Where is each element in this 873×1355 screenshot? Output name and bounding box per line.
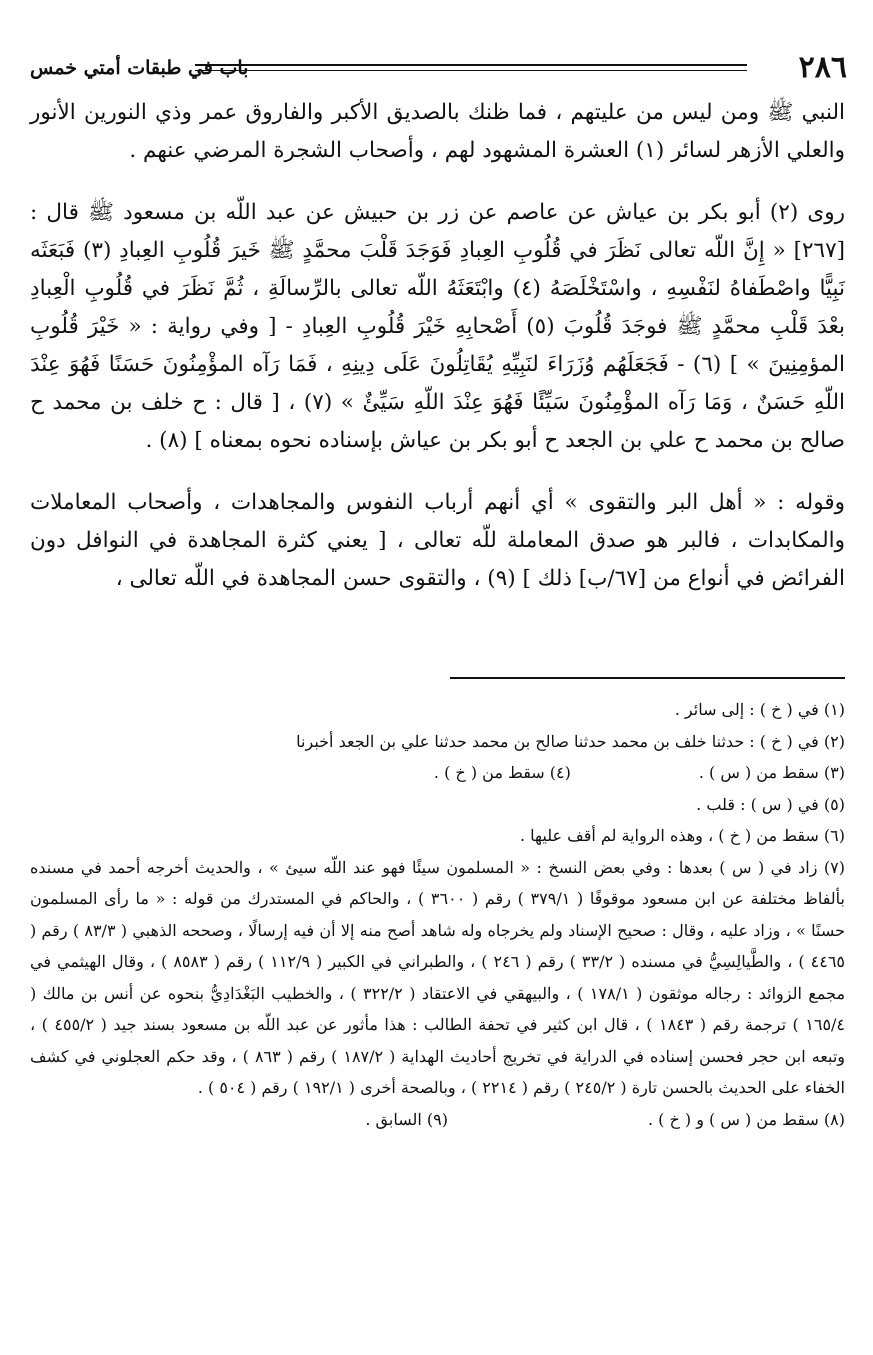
- footnote-3: (٣) سقط من ( س ) .: [698, 763, 845, 782]
- footnote-9: (٩) السابق .: [365, 1109, 448, 1129]
- footnote-row-3-4: [30, 757, 845, 789]
- header-rule: [195, 64, 747, 71]
- footnote-4: (٤) سقط من ( خ ) .: [433, 763, 571, 782]
- footnotes: [30, 694, 845, 1135]
- footnote-row-8-9: [30, 1104, 845, 1136]
- paragraph-1: النبي ﷺ ومن ليس من عليتهم ، فما ظنك بالصديق الأكبر والفاروق عمر وذي النورين الأنور والعلي الأزهر لسائر (١) العشرة المشهود لهم ، وأصحاب الشجرة المرضي عنهم .: [30, 100, 845, 163]
- footnote-2: (٢) في ( خ ) : حدثنا خلف بن محمد حدثنا صالح بن محمد حدثنا علي بن الجعد أخبرنا: [296, 731, 845, 751]
- paragraph-2: روى (٢) أبو بكر بن عياش عن عاصم عن زر بن حبيش عن عبد اللّه بن مسعود ﷺ قال : [٢٦٧] « إِنَّ اللّه تعالى نَظَرَ في قُلُوبِ العِبادِ فَوَجَدَ قَلْبَ محمَّدٍ ﷺ خَيرَ قُلُوبِ العِبادِ (٣) فَبَعَثَه نَبِيًّا واصْطَفاهُ لنَفْسِهِ ، واسْتَخْلَصَهُ (٤) وابْتَعَثَهُ اللّه تعالى بالرِّسالَةِ ، ثُمَّ نَظَرَ في قُلُوبِ الْعِبادِ بعْدَ قَلْبِ محمَّدٍ ﷺ فوجَدَ قُلُوبَ (٥) أَصْحابِهِ خَيْرَ قُلُوبِ العِبادِ - [ وفي رواية : « خَيْرَ قُلُوبِ المؤمِنِينَ » ] (٦) - فَجَعَلَهُم وُزَرَاءَ لنَبِيِّهِ يُقَاتِلُونَ عَلَى دِينِهِ ، فَمَا رَآه المؤْمِنُونَ حَسَنًا فَهُوَ عِنْدَ اللّهِ حَسَنٌ ، وَمَا رَآه المؤْمِنُونَ سَيِّئًا فَهُوَ عِنْدَ اللّهِ سَيِّئٌ » (٧) ، [ قال : ح خلف بن محمد ح صالح بن محمد ح علي بن الجعد ح أبو بكر بن عياش بإسناده نحوه بمعناه ] (٨) .: [30, 200, 846, 453]
- footnote-1: (١) في ( خ ) : إلى سائر .: [674, 700, 845, 719]
- main-text: [30, 94, 845, 598]
- chapter-title: باب في طبقات أمتي خمس: [30, 57, 249, 79]
- footnote-7: (٧) زاد في ( س ) بعدها : وفي بعض النسخ : « المسلمون سيئًا فهو عند اللّه سيئ » ، والحديث أخرجه أحمد في مسنده بألفاظ مختلفة عن ابن مسعود موقوفًا ( ٣٧٩/١ ) رقم ( ٣٦٠٠ ) ، والحاكم في المستدرك من قوله : « ما رأى المسلمون حسنًا » ، وزاد عليه ، وقال : صحيح الإسناد ولم يخرجاه وله شاهد أصح منه إلا أن فيه إرسالًا ، وصححه الذهبي ( ٨٣/٣ ) رقم ( ٤٤٦٥ ) ، والطَّيالِسِيُّ في مسنده ( ٣٣/٢ ) رقم ( ٢٤٦ ) ، والطبراني في الكبير ( ١١٢/٩ ) رقم ( ٨٥٨٣ ) ، وقال الهيثمي في مجمع الزوائد : رجاله موثقون ( ١٧٨/١ ) ، والبيهقي في الاعتقاد ( ٣٢٢/٢ ) ، والخطيب البَغْدَادِيُّ بنحوه عن أنس بن مالك ( ١٦٥/٤ ) ترجمة رقم ( ١٨٤٣ ) ، قال ابن كثير في تحفة الطالب : هذا مأثور عن عبد اللّه بن مسعود بسند جيد ( ٤٥٥/٢ ) ، وتبعه ابن حجر فحسن إسناده في الدراية في تخريج أحاديث الهداية ( ١٨٧/٢ ) رقم ( ٨٦٣ ) ، وقد حكم العجلوني في كشف الخفاء على الحديث بالحسن تارة ( ٢٤٥/٢ ) رقم ( ٢٢١٤ ) ، وبالصحة أخرى ( ١٩٢/١ ) رقم ( ٥٠٤ ) .: [30, 857, 846, 1097]
- paragraph-3: وقوله : « أهل البر والتقوى » أي أنهم أرباب النفوس والمجاهدات ، وأصحاب المعاملات والمكابدات ، فالبر هو صدق المعاملة للّه تعالى ، [ يعني كثرة المجاهدة في النوافل دون الفرائض في أنواع من [٦٧/ب] ذلك ] (٩) ، والتقوى حسن المجاهدة في اللّه تعالى ،: [30, 490, 845, 591]
- footnote-separator: [450, 677, 845, 679]
- page-header: [30, 44, 847, 94]
- footnote-5: (٥) في ( س ) : قلب .: [696, 794, 845, 814]
- page-number: ٢٨٦: [798, 50, 847, 85]
- footnote-6: (٦) سقط من ( خ ) ، وهذه الرواية لم أقف عليها .: [519, 826, 845, 845]
- footnote-8: (٨) سقط من ( س ) و ( خ ) .: [647, 1109, 845, 1129]
